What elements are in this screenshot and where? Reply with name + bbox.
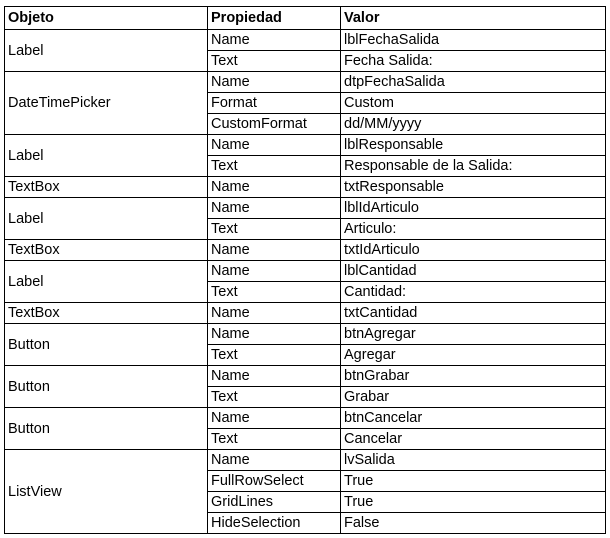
objeto-cell: Button (5, 408, 208, 450)
valor-cell: btnCancelar (341, 408, 606, 429)
valor-cell: True (341, 492, 606, 513)
table-body (5, 30, 606, 534)
propiedad-cell: Format (208, 93, 341, 114)
propiedad-cell: Text (208, 51, 341, 72)
valor-cell: lvSalida (341, 450, 606, 471)
valor-cell: btnAgregar (341, 324, 606, 345)
valor-cell: Fecha Salida: (341, 51, 606, 72)
propiedad-cell: Name (208, 177, 341, 198)
table-row (5, 198, 606, 219)
header-valor: Valor (341, 7, 606, 30)
propiedad-cell: Name (208, 240, 341, 261)
table-row (5, 408, 606, 429)
propiedad-cell: HideSelection (208, 513, 341, 534)
valor-cell: Responsable de la Salida: (341, 156, 606, 177)
valor-cell: Cancelar (341, 429, 606, 450)
table-row (5, 303, 606, 324)
valor-cell: Grabar (341, 387, 606, 408)
propiedad-cell: Name (208, 261, 341, 282)
propiedad-cell: Name (208, 408, 341, 429)
valor-cell: Articulo: (341, 219, 606, 240)
objeto-cell: Button (5, 324, 208, 366)
valor-cell: txtCantidad (341, 303, 606, 324)
valor-cell: Cantidad: (341, 282, 606, 303)
valor-cell: True (341, 471, 606, 492)
valor-cell: dd/MM/yyyy (341, 114, 606, 135)
objeto-cell: TextBox (5, 303, 208, 324)
propiedad-cell: Text (208, 156, 341, 177)
objeto-cell: TextBox (5, 177, 208, 198)
table-row (5, 135, 606, 156)
header-propiedad: Propiedad (208, 7, 341, 30)
table-row (5, 240, 606, 261)
valor-cell: Agregar (341, 345, 606, 366)
valor-cell: dtpFechaSalida (341, 72, 606, 93)
propiedad-cell: CustomFormat (208, 114, 341, 135)
propiedad-cell: Text (208, 345, 341, 366)
propiedad-cell: GridLines (208, 492, 341, 513)
objeto-cell: Label (5, 261, 208, 303)
valor-cell: False (341, 513, 606, 534)
valor-cell: txtResponsable (341, 177, 606, 198)
objeto-cell: Label (5, 198, 208, 240)
header-objeto: Objeto (5, 7, 208, 30)
table-row (5, 30, 606, 51)
header-row (5, 7, 606, 30)
propiedad-cell: Name (208, 30, 341, 51)
propiedad-cell: Name (208, 303, 341, 324)
valor-cell: lblIdArticulo (341, 198, 606, 219)
propiedad-cell: Text (208, 282, 341, 303)
objeto-cell: Button (5, 366, 208, 408)
objeto-cell: DateTimePicker (5, 72, 208, 135)
table-row (5, 261, 606, 282)
propiedad-cell: Name (208, 324, 341, 345)
propiedad-cell: Name (208, 135, 341, 156)
properties-table (4, 6, 606, 534)
valor-cell: btnGrabar (341, 366, 606, 387)
propiedad-cell: Name (208, 450, 341, 471)
valor-cell: txtIdArticulo (341, 240, 606, 261)
propiedad-cell: Name (208, 198, 341, 219)
valor-cell: Custom (341, 93, 606, 114)
propiedad-cell: Text (208, 219, 341, 240)
table-row (5, 366, 606, 387)
objeto-cell: Label (5, 135, 208, 177)
valor-cell: lblFechaSalida (341, 30, 606, 51)
propiedad-cell: Name (208, 72, 341, 93)
table-row (5, 177, 606, 198)
propiedad-cell: Text (208, 429, 341, 450)
propiedad-cell: FullRowSelect (208, 471, 341, 492)
objeto-cell: Label (5, 30, 208, 72)
valor-cell: lblCantidad (341, 261, 606, 282)
table-row (5, 72, 606, 93)
objeto-cell: TextBox (5, 240, 208, 261)
valor-cell: lblResponsable (341, 135, 606, 156)
propiedad-cell: Name (208, 366, 341, 387)
propiedad-cell: Text (208, 387, 341, 408)
table-row (5, 450, 606, 471)
objeto-cell: ListView (5, 450, 208, 534)
table-row (5, 324, 606, 345)
